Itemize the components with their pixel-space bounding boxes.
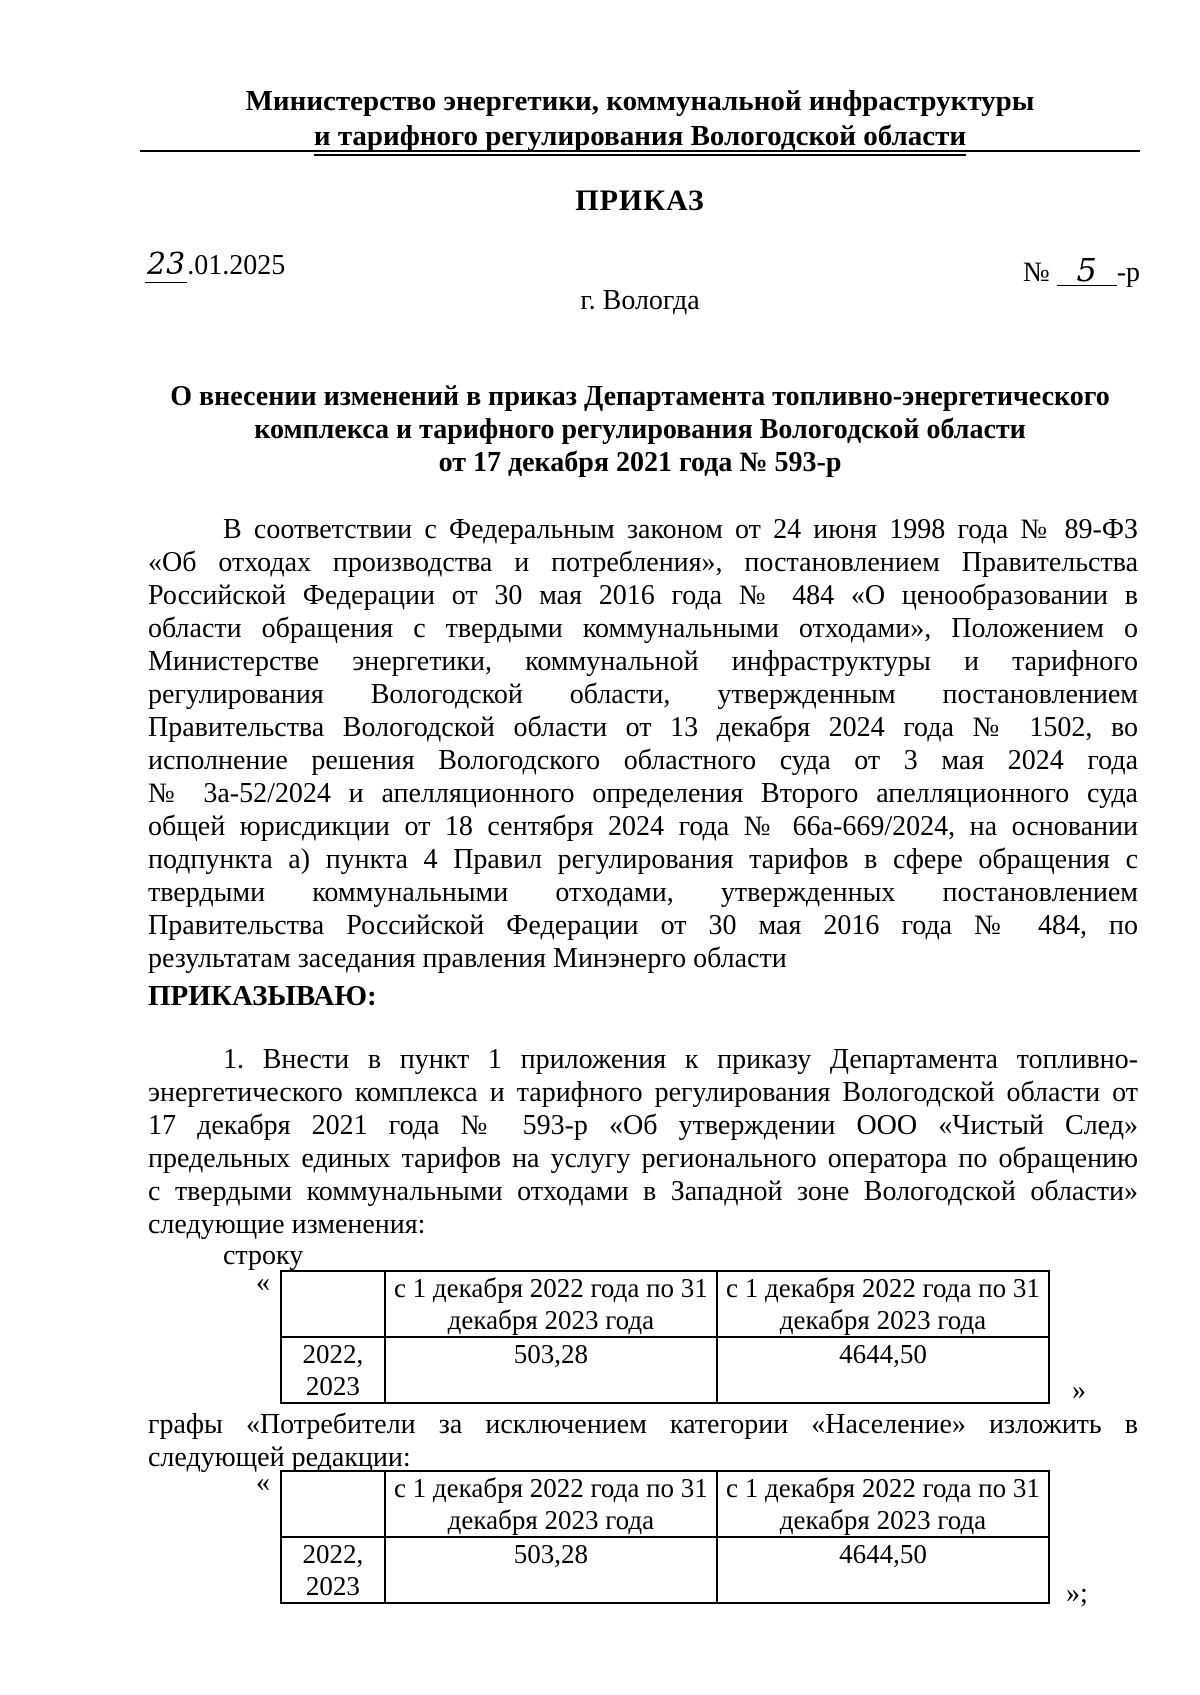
preamble-line: Правительства Российской Федерации от 30 мая 2016 года № 484, по xyxy=(148,910,1138,941)
order-date-rest: .01.2025 xyxy=(187,250,286,281)
tariff-table-1 xyxy=(280,1270,1050,1404)
preamble-line: «Об отходах производства и потребления», постановлением Правительства xyxy=(148,547,1138,578)
order-date xyxy=(145,247,285,283)
table-header-cell: с 1 декабря 2022 года по 31 декабря 2023 года xyxy=(717,1271,1049,1337)
number-value: 5 xyxy=(1057,255,1117,286)
table-1-open-quote: « xyxy=(256,1267,270,1298)
preamble-line: Правительства Вологодской области от 13 декабря 2024 года № 1502, во xyxy=(148,712,1138,743)
item-1-line: предельных единых тарифов на услугу регионального оператора по обращению xyxy=(148,1143,1138,1174)
item-1-line: следующие изменения: xyxy=(148,1209,426,1240)
table-header-cell: с 1 декабря 2022 года по 31 декабря 2023 года xyxy=(385,1471,717,1537)
ministry-header xyxy=(140,84,1140,156)
table-header-cell: с 1 декабря 2022 года по 31 декабря 2023 года xyxy=(385,1271,717,1337)
table-header-cell: с 1 декабря 2022 года по 31 декабря 2023 года xyxy=(717,1471,1049,1537)
table-value-cell: 503,28 xyxy=(385,1537,717,1603)
table-year-cell: 2022, 2023 xyxy=(281,1337,385,1403)
table-cell xyxy=(281,1471,385,1537)
preamble-line: № 3а-52/2024 и апелляционного определения Второго апелляционного суда xyxy=(148,778,1138,809)
table-cell xyxy=(281,1271,385,1337)
preamble-line: твердыми коммунальными отходами, утвержденных постановлением xyxy=(148,877,1138,908)
table-value-cell: 4644,50 xyxy=(717,1537,1049,1603)
preamble-line: подпункта а) пункта 4 Правил регулирования тарифов в сфере обращения с xyxy=(148,844,1138,875)
item-1-line: энергетического комплекса и тарифного регулирования Вологодской области от xyxy=(148,1077,1138,1108)
preamble-line: общей юрисдикции от 18 сентября 2024 года № 66а-669/2024, на основании xyxy=(148,811,1138,842)
row-label: строку xyxy=(223,1240,304,1271)
order-title: ПРИКАЗ xyxy=(575,184,705,217)
preamble-line: исполнение решения Вологодского областного суда от 3 мая 2024 года xyxy=(148,745,1138,776)
table-value-cell: 503,28 xyxy=(385,1337,717,1403)
tariff-table-2 xyxy=(280,1470,1050,1604)
order-subject xyxy=(140,380,1140,479)
item-1-line: 17 декабря 2021 года № 593-р «Об утверждении ООО «Чистый След» xyxy=(148,1110,1138,1141)
preamble-line: регулирования Вологодской области, утвержденным постановлением xyxy=(148,679,1138,710)
table-row xyxy=(281,1271,1049,1337)
ministry-line-2: и тарифного регулирования Вологодской области xyxy=(314,119,966,156)
table-1-close-quote: » xyxy=(1072,1375,1086,1406)
order-number xyxy=(1023,251,1141,289)
preamble-line: области обращения с твердыми коммунальными отходами», Положением о xyxy=(148,613,1138,644)
ministry-line-1: Министерство энергетики, коммунальной инфраструктуры xyxy=(245,85,1035,117)
table-2-open-quote: « xyxy=(256,1467,270,1498)
columns-line: следующей редакции: xyxy=(148,1442,411,1473)
table-row xyxy=(281,1471,1049,1537)
number-prefix: № xyxy=(1023,257,1050,288)
table-2-close-quote: »; xyxy=(1066,1578,1088,1609)
order-date-day: 23 xyxy=(147,247,186,282)
preamble-line: результатам заседания правления Минэнерго области xyxy=(148,943,787,974)
table-value-cell: 4644,50 xyxy=(717,1337,1049,1403)
table-row xyxy=(281,1537,1049,1603)
header-rule xyxy=(140,150,1140,152)
table-row xyxy=(281,1337,1049,1403)
item-1-line: с твердыми коммунальными отходами в Западной зоне Вологодской области» xyxy=(148,1176,1138,1207)
preamble-line: Российской Федерации от 30 мая 2016 года № 484 «О ценообразовании в xyxy=(148,580,1138,611)
item-1 xyxy=(148,1043,1138,1241)
preamble xyxy=(148,513,1138,975)
subject-line-1: О внесении изменений в приказ Департамента топливно-энергетического xyxy=(170,381,1110,412)
order-city: г. Вологда xyxy=(580,285,700,316)
preamble-line: Министерстве энергетики, коммунальной инфраструктуры и тарифного xyxy=(148,646,1138,677)
columns-paragraph xyxy=(148,1408,1138,1474)
columns-line: графы «Потребители за исключением категории «Население» изложить в xyxy=(148,1409,1138,1440)
subject-line-3: от 17 декабря 2021 года № 593-р xyxy=(438,447,842,478)
preamble-line: В соответствии с Федеральным законом от 24 июня 1998 года № 89-ФЗ xyxy=(223,514,1138,545)
subject-line-2: комплекса и тарифного регулирования Вологодской области xyxy=(254,414,1026,445)
order-word: ПРИКАЗЫВАЮ: xyxy=(148,980,377,1012)
item-1-line: 1. Внести в пункт 1 приложения к приказу Департамента топливно- xyxy=(223,1044,1138,1075)
number-suffix: -р xyxy=(1116,257,1141,288)
table-year-cell: 2022, 2023 xyxy=(281,1537,385,1603)
